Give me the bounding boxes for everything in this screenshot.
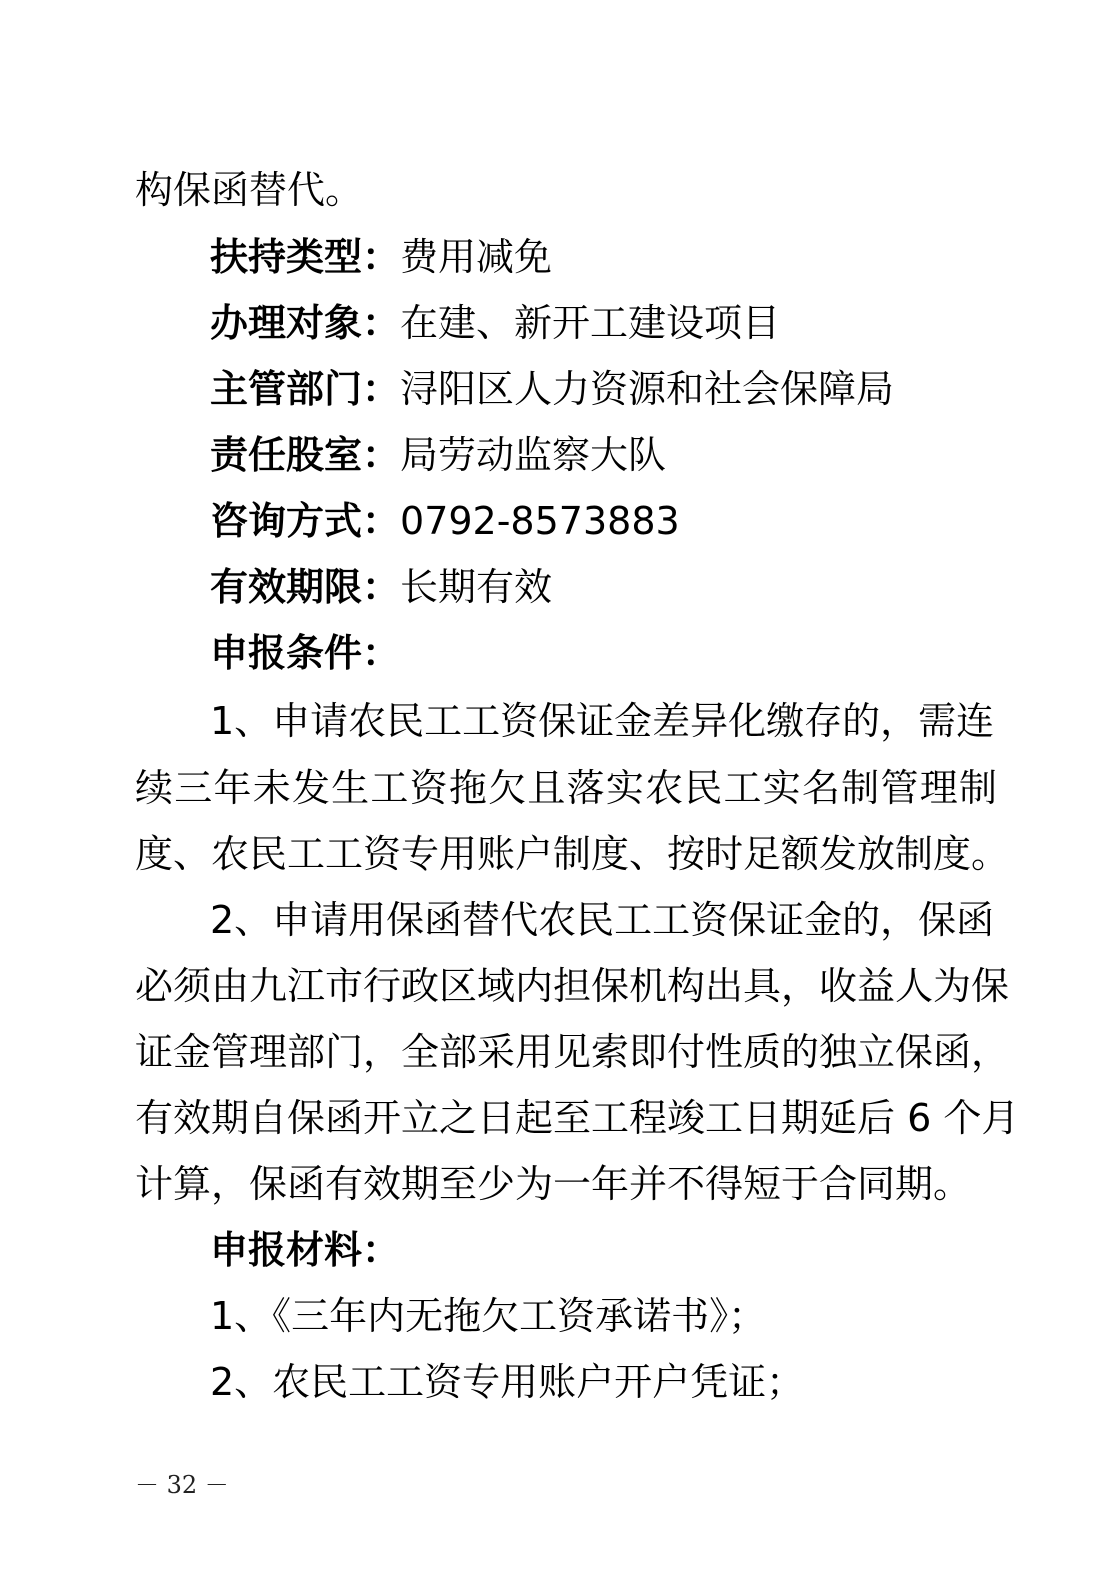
- field-label: 办理对象：: [210, 301, 401, 345]
- condition-1-line-2: 续三年未发生工资拖欠且落实农民工实名制管理制: [135, 766, 997, 810]
- field-value: 在建、新开工建设项目: [400, 301, 781, 345]
- condition-1-line-1: 1、申请农民工工资保证金差异化缴存的，需连: [210, 699, 995, 743]
- field-value: 0792-8573883: [400, 499, 680, 543]
- field-label: 扶持类型：: [210, 235, 401, 279]
- field-value: 费用减免: [400, 235, 553, 279]
- field-label: 责任股室：: [210, 433, 401, 477]
- field-label: 咨询方式：: [210, 499, 401, 543]
- field-value: 长期有效: [400, 565, 553, 609]
- materials-heading: 申报材料：: [210, 1228, 401, 1272]
- page-number: － 32 －: [135, 1471, 229, 1499]
- intro-line: 构保函替代。: [135, 168, 364, 212]
- field-department: [210, 365, 894, 413]
- condition-2-line-4: 有效期自保函开立之日起至工程竣工日期延后 6 个月: [135, 1096, 1020, 1140]
- field-support-type: [210, 233, 552, 281]
- field-contact: [210, 497, 680, 545]
- field-target: [210, 299, 780, 347]
- field-label: 有效期限：: [210, 565, 401, 609]
- condition-2-line-1: 2、申请用保函替代农民工工资保证金的，保函: [210, 898, 995, 942]
- condition-2-line-5: 计算，保函有效期至少为一年并不得短于合同期。: [135, 1162, 972, 1206]
- field-value: 局劳动监察大队: [400, 433, 667, 477]
- field-label: 主管部门：: [210, 367, 401, 411]
- condition-2-line-2: 必须由九江市行政区域内担保机构出具，收益人为保: [135, 964, 1010, 1008]
- condition-1-line-3: 度、农民工工资专用账户制度、按时足额发放制度。: [135, 832, 1010, 876]
- conditions-heading: 申报条件：: [210, 631, 401, 675]
- field-office: [210, 431, 666, 479]
- material-item-2: 2、农民工工资专用账户开户凭证；: [210, 1360, 805, 1404]
- field-validity: [210, 563, 552, 611]
- condition-2-line-3: 证金管理部门，全部采用见索即付性质的独立保函，: [135, 1030, 1010, 1074]
- field-value: 浔阳区人力资源和社会保障局: [400, 367, 895, 411]
- material-item-1: 1、《三年内无拖欠工资承诺书》；: [210, 1294, 767, 1338]
